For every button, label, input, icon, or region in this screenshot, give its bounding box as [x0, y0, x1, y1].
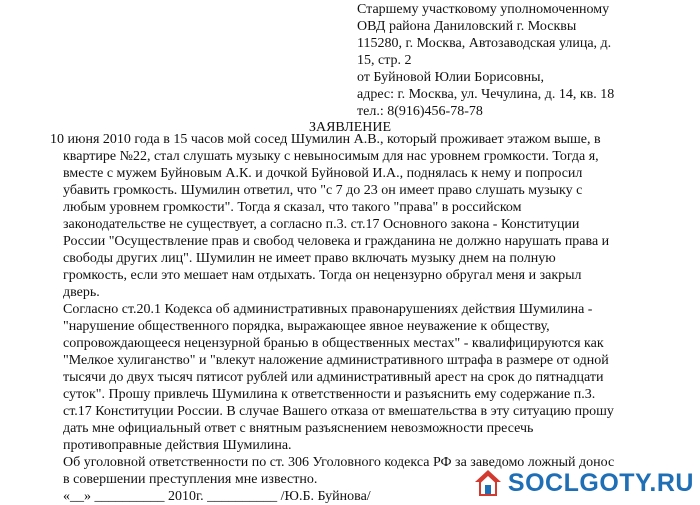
body-line: убавить громкость. Шумилин ответил, что "с 7 до 23 он имеет право слушать музыку с [63, 183, 583, 198]
site-watermark [473, 468, 694, 498]
watermark-text: SOCLGOTY.RU [507, 468, 694, 497]
body-line: 10 июня 2010 года в 15 часов мой сосед Шумилин А.В., который проживает этажом выше, в [50, 132, 601, 147]
document-body [50, 131, 693, 505]
body-line: России "Осуществление прав и свобод человека и гражданина не должно нарушать права и [63, 234, 610, 249]
body-line: дверь. [63, 285, 100, 300]
addressee-line: 15, стр. 2 [357, 53, 412, 68]
body-line: квартире №22, стал слушать музыку с невыносимым для нас уровнем громкости. Тогда я, [63, 149, 599, 164]
house-logo-icon [473, 468, 503, 498]
addressee-line: 115280, г. Москва, Автозаводская улица, д. [357, 36, 612, 51]
addressee-line: адрес: г. Москва, ул. Чечулина, д. 14, кв. 18 [357, 87, 615, 102]
body-line: вместе с мужем Буйновым А.К. и дочкой Буйновой И.А., поднялась к нему и попросил [63, 166, 583, 181]
body-line: свободы других лиц". Шумилин не имеет право включать музыку днем на полную [63, 251, 556, 266]
body-line: Согласно ст.20.1 Кодекса об административных правонарушениях действия Шумилина - [63, 302, 593, 317]
body-line: в совершении преступления мне известно. [63, 472, 318, 487]
document-title: ЗАЯВЛЕНИЕ [308, 120, 392, 135]
addressee-line: ОВД района Даниловский г. Москвы [357, 19, 577, 34]
body-line: сопровождающееся нецензурной бранью в общественных местах" - квалифицируются как [63, 336, 604, 351]
body-line: громкость, если это мешает нам отдыхать. Тогда он нецензурно обругал меня и закрыл [63, 268, 582, 283]
body-line: любым уровнем громкости". Тогда я сказал, что такого "права" в российском [63, 200, 522, 215]
addressee-line: от Буйновой Юлии Борисовны, [357, 70, 545, 85]
body-line: противоправные действия Шумилина. [63, 438, 292, 453]
addressee-block [357, 1, 697, 120]
body-line: законодательстве не существует, а согласно п.3. ст.17 Основного закона - Конституции [63, 217, 580, 232]
body-line: "Мелкое хулиганство" и "влекут наложение административного штрафа в размере от одной [63, 353, 609, 368]
body-line: "нарушение общественного порядка, выражающее явное неуважение к обществу, [63, 319, 550, 334]
body-line: дать мне официальный ответ с внятным разъяснением невозможности пресечь [63, 421, 534, 436]
body-line: Об уголовной ответственности по ст. 306 Уголовного кодекса РФ за заведомо ложный донос [63, 455, 615, 470]
body-line: тысячи до двух тысяч пятисот рублей или административный арест на срок до пятнадцати [63, 370, 604, 385]
addressee-line: тел.: 8(916)456-78-78 [357, 104, 483, 119]
body-line: суток". Прошу привлечь Шумилина к ответственности и разъяснить ему содержание п.3. [63, 387, 596, 402]
body-line: ст.17 Конституции России. В случае Вашего отказа от вмешательства в эту ситуацию прошу [63, 404, 614, 419]
addressee-line: Старшему участковому уполномоченному [357, 2, 610, 17]
signature-line: «__» __________ 2010г. __________ /Ю.Б. Буйнова/ [63, 489, 371, 504]
